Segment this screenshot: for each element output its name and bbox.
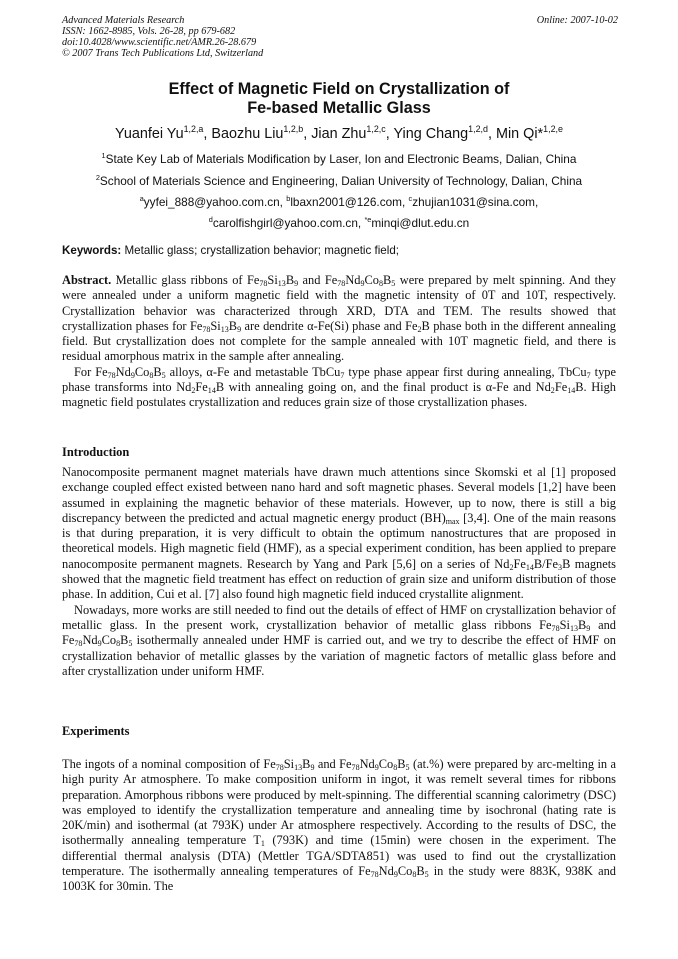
affiliation-mark: 1 (101, 151, 106, 161)
email-mark: *e (364, 215, 372, 225)
subscript: 78 (259, 279, 268, 288)
title-line-2: Fe-based Metallic Glass (247, 99, 431, 117)
text-run: Nd (359, 757, 375, 771)
subscript: 7 (586, 370, 591, 380)
subscript: 5 (391, 279, 396, 288)
subscript: 9 (294, 279, 299, 288)
keywords-label: Keywords: (62, 244, 122, 257)
subscript: 5 (405, 763, 410, 772)
paper-title (40, 80, 638, 118)
email-address: zhujian1031@sina.com, (412, 195, 539, 209)
author-affiliation-mark: 1,2,c (366, 124, 386, 135)
experiments-heading: Experiments (62, 724, 130, 738)
text-run: Co (364, 273, 379, 287)
subscript: 78 (351, 763, 360, 772)
subscript: 14 (207, 386, 216, 396)
author-affiliation-mark: 1,2,d (468, 124, 488, 135)
introduction-paragraph-2 (62, 603, 616, 679)
text-run: Nd (115, 364, 131, 379)
subscript: 78 (337, 279, 346, 288)
text-run: in the study were 883K, 938K and 1003K for 30min. The (62, 864, 616, 894)
introduction-paragraph-1 (62, 465, 616, 603)
author-name: Jian Zhu (311, 126, 367, 142)
text-run: B. High magnetic field postulates crystallization and reduces grain size of those crystallization phases. (62, 380, 616, 410)
subscript: 9 (97, 639, 102, 649)
subscript: 13 (220, 324, 229, 334)
journal-copyright: © 2007 Trans Tech Publications Ltd, Switzerland (62, 48, 264, 59)
subscript: 9 (586, 623, 591, 633)
email-address: carolfishgirl@yahoo.com.cn, (212, 216, 365, 230)
email-mark: d (208, 215, 213, 225)
keywords (62, 244, 622, 258)
email-address: minqi@dlut.edu.cn (371, 216, 470, 230)
text-run: B (120, 633, 129, 648)
subscript: 7 (340, 370, 345, 380)
text-run: (793K) and time (15min) were chosen in the experiment. The differential thermal analysis (DTA) (Mettler TGA/SDTA851) was used to find out the crystallization temperature. The isothermally annealing temperatures of Fe (62, 833, 616, 879)
email-line-1 (20, 195, 658, 209)
abstract (62, 273, 616, 411)
text-run: B (228, 318, 238, 333)
subscript: 78 (74, 639, 83, 649)
subscript: 78 (275, 763, 284, 772)
text-run: Nd (82, 633, 98, 648)
keywords-text: Metallic glass; crystallization behavior; magnetic field; (121, 244, 400, 257)
text-run: Metallic glass ribbons of Fe (111, 273, 260, 287)
email-mark: a (139, 194, 144, 204)
subscript: 2 (550, 386, 555, 396)
subscript: 78 (370, 870, 379, 880)
author-separator: , (203, 126, 212, 142)
text-run: Nanocomposite permanent magnet materials have drawn much attentions since Skomski et al [1] proposed exchange coupled effect existed between nano hard and soft magnetic phases. Several models [1,2] have been assumed in explaining the magnetic behavior of these materials. However, up to now, there is still a big discrepancy between the predicted and actual magnetic energy product (BH) (62, 465, 616, 525)
text-run: were prepared by melt spinning. And they were annealed under a uniform magnetic field with the magnetic intensity of 0T and 10T, respectively. Crystallization behavior was characterized through XRD, DTA and TEM. The results showed that crystallization phases for Fe (62, 273, 616, 333)
subscript: 78 (202, 324, 211, 334)
subscript: 5 (424, 870, 429, 880)
text-run: B (302, 757, 311, 771)
journal-header (62, 15, 618, 59)
experiments-paragraph-1 (62, 757, 616, 895)
text-run: (at.%) were prepared by arc-melting in a high purity Ar atmosphere. To make composition uniform in ingot, it was remelt several times for ribbons preparation. Amorphous ribbons were produced by melt-spinning. The differential scanning calorimetry (DSC) was employed to identify the crystallization temperature and annealing time by isochronal (hating rate is 20K/min) and isothermal (at 793K) under Ar atmosphere respectively. According to the results of DSC, the isothermally annealing temperature T (62, 757, 616, 848)
email-line-2 (20, 216, 658, 230)
subscript: 9 (130, 370, 135, 380)
subscript: 8 (116, 639, 121, 649)
journal-doi: doi:10.4028/www.scientific.net/AMR.26-28.679 (62, 37, 257, 48)
subscript: 78 (107, 370, 116, 380)
text-run: Si (283, 757, 295, 771)
email-address: lbaxn2001@126.com, (290, 195, 409, 209)
text-run: and Fe (62, 617, 616, 648)
subscript: 8 (412, 870, 417, 880)
text-run: Co (397, 864, 413, 879)
introduction-heading: Introduction (62, 445, 130, 459)
text-run: Nd (345, 273, 361, 287)
introduction-body (62, 465, 616, 679)
text-run: B magnets showed that the magnetic field treatment has effect on reduction of grain size and uniform distribution of those phase. In addition, Cui et al. [7] also found high magnetic field induced crystallite alignment. (62, 556, 616, 602)
text-run: B (383, 273, 392, 287)
subscript: 9 (237, 324, 242, 334)
subscript: 78 (551, 623, 560, 633)
online-date: Online: 2007-10-02 (536, 15, 618, 26)
subscript: 8 (149, 370, 154, 380)
subscript: 5 (161, 370, 166, 380)
subscript: 9 (310, 763, 315, 772)
author-separator: , (487, 126, 496, 142)
text-run: Fe (513, 556, 526, 571)
journal-name: Advanced Materials Research (62, 15, 185, 26)
author-separator: , (385, 126, 394, 142)
text-run: B phase both in the different annealing field. But crystallization does not complete for the sample annealed with 10T magnetic field, and there is residual amorphous matrix in the sample after annealing. (62, 318, 616, 364)
affiliation-text: State Key Lab of Materials Modification by Laser, Ion and Electronic Beams, Dalian, China (105, 152, 577, 166)
subscript: 9 (374, 763, 379, 772)
author-affiliation-mark: 1,2,e (543, 124, 563, 135)
email-mark: c (408, 194, 413, 204)
text-run: B (285, 273, 295, 287)
subscript: 1 (260, 839, 265, 849)
experiments-body (62, 757, 616, 895)
subscript: 2 (191, 386, 196, 396)
text-run: B (416, 864, 425, 879)
abstract-paragraph-1 (62, 273, 616, 365)
text-run: Fe (195, 380, 208, 395)
text-run: type phase appear first during annealing, TbCu (344, 364, 587, 379)
title-line-1: Effect of Magnetic Field on Crystallization of (168, 80, 510, 98)
text-run: type phase transforms into Nd (62, 364, 617, 395)
text-run: The ingots of a nominal composition of Fe (62, 757, 276, 771)
subscript: 9 (360, 279, 365, 288)
author-name: Yuanfei Yu (115, 126, 184, 142)
affiliation-text: School of Materials Science and Engineering, Dalian University of Technology, Dalian, China (99, 174, 583, 188)
subscript: 14 (525, 562, 534, 572)
text-run: For Fe (74, 364, 108, 379)
affiliation-mark: 2 (95, 173, 100, 183)
subscript: 9 (393, 870, 398, 880)
author-name: Min Qi* (495, 126, 544, 142)
subscript: 3 (558, 562, 563, 572)
subscript: 5 (128, 639, 133, 649)
text-run: Si (559, 617, 570, 632)
author-list (30, 125, 648, 143)
text-run: Nowadays, more works are still needed to find out the details of effect of HMF on crystallization behavior of metallic glass. In the present work, crystallization behavior of metallic glass ribbons Fe (62, 602, 616, 632)
subscript: 8 (393, 763, 398, 772)
subscript: max (445, 516, 460, 526)
subscript: 13 (277, 279, 286, 288)
subscript: 13 (294, 763, 303, 772)
subscript: 14 (567, 386, 576, 396)
abstract-label: Abstract. (62, 273, 112, 287)
text-run: Co (378, 757, 394, 771)
text-run: and Fe (298, 273, 338, 287)
text-run: alloys, α-Fe and metastable TbCu (165, 364, 341, 379)
subscript: 8 (378, 279, 384, 288)
author-name: Baozhu Liu (211, 126, 284, 142)
author-affiliation-mark: 1,2,a (183, 124, 204, 135)
text-run: Fe (554, 380, 568, 395)
affiliation-1 (20, 152, 658, 166)
author-affiliation-mark: 1,2,b (283, 124, 304, 135)
subscript: 13 (569, 623, 578, 633)
text-run: B/Fe (533, 556, 559, 571)
text-run: and Fe (314, 757, 352, 771)
subscript: 2 (417, 324, 422, 334)
text-run: Si (210, 318, 221, 333)
abstract-paragraph-2 (62, 365, 616, 411)
author-separator: , (303, 126, 312, 142)
email-mark: b (286, 194, 291, 204)
text-run: B (397, 757, 406, 771)
subscript: 2 (509, 562, 514, 572)
text-run: Co (134, 364, 150, 379)
text-run: are dendrite α-Fe(Si) phase and Fe (241, 318, 418, 333)
affiliation-2 (20, 174, 658, 188)
text-run: Co (101, 633, 117, 648)
author-name: Ying Chang (393, 126, 469, 142)
email-address: yyfei_888@yahoo.com.cn, (143, 195, 287, 209)
text-run: [3,4]. One of the main reasons is that during preparation, it is very difficult to obtain the optimum nanostructures that are proposed in theoretical models. High magnetic field (HMF), as a special experiment condition, has been applied to prepare nanocomposite permanent magnets. Research by Yang and Park [5,6] on a series of Nd (62, 510, 616, 571)
text-run: Nd (378, 864, 394, 879)
journal-issn: ISSN: 1662-8985, Vols. 26-28, pp 679-682 (62, 26, 236, 37)
text-run: Si (267, 273, 278, 287)
text-run: B (577, 617, 587, 632)
text-run: isothermally annealed under HMF is carried out, and we try to describe the effect of HMF on crystallization behavior of metallic glasses by the variation of magnetic factors of metallic glass before and after crystallization under uniform HMF. (62, 633, 616, 678)
text-run: B (153, 364, 162, 379)
text-run: B with annealing going on, and the final product is α-Fe and Nd (215, 380, 551, 395)
